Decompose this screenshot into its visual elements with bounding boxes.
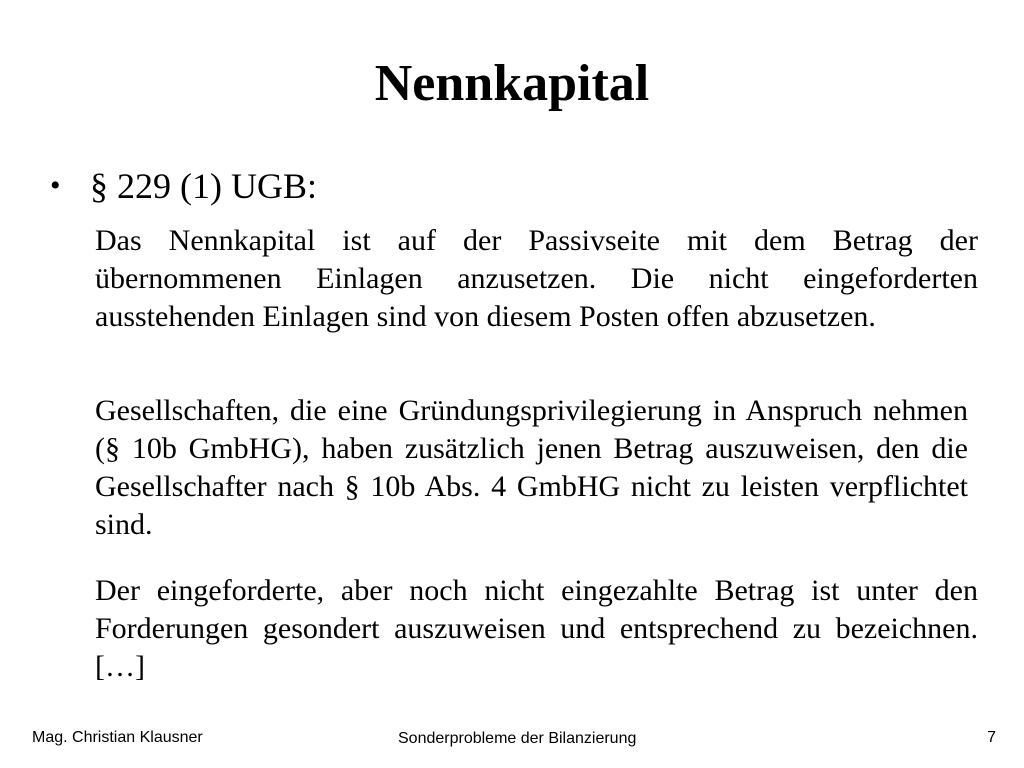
footer-topic: Sonderprobleme der Bilanzierung [398,730,637,747]
bullet-heading: § 229 (1) UGB: [90,166,317,206]
paragraph-2: Gesellschaften, die eine Gründungsprivilegierung in Anspruch nehmen (§ 10b GmbHG), haben zusätzlich jenen Betrag auszuweisen, den die Gesellschafter nach § 10b Abs. 4 GmbHG nicht zu leisten verpflichtet sind. [95,394,968,541]
footer-page-number: 7 [987,729,996,746]
bullet-point-icon: • [50,169,61,202]
paragraph-1: Das Nennkapital ist auf der Passivseite mit dem Betrag der übernommenen Einlagen anzusetzen. Die nicht eingeforderten ausstehenden Einlagen sind von diesem Posten offen abzusetzen. [95,224,978,333]
slide-title: Nennkapital [374,55,650,112]
bullet-item [50,162,317,210]
paragraph-3: Der eingeforderte, aber noch nicht eingezahlte Betrag ist unter den Forderungen gesondert auszuweisen und entsprechend zu bezeichnen. […] [95,574,978,683]
footer-author: Mag. Christian Klausner [32,729,203,746]
